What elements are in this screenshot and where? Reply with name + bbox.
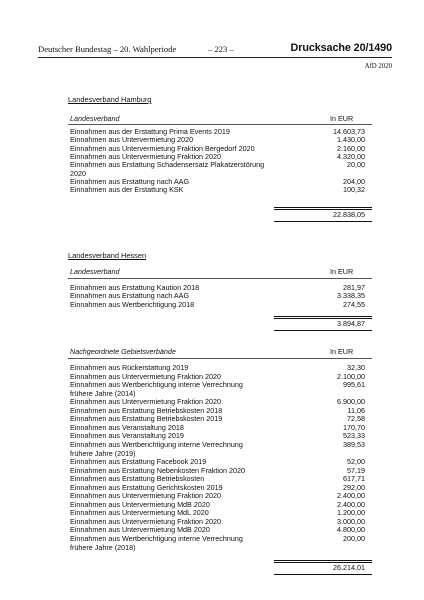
row-amount: 14.603,73 — [333, 127, 365, 136]
row-label: 2020 — [70, 168, 86, 178]
row-label: Einnahmen aus Wertberichtigung interne Verrechnung — [70, 534, 243, 543]
row-label: Einnahmen aus Untervermietung MdB 2020 — [70, 499, 210, 509]
row-label: frühere Jahre (2019) — [70, 448, 136, 458]
row-label: Einnahmen aus Untervermietung MdB 2020 — [70, 525, 210, 535]
row-amount: 3.338,35 — [337, 291, 365, 301]
row-label: Einnahmen aus Erstattung Betriebskosten — [70, 474, 205, 484]
row-label: Einnahmen aus Erstattung Betriebskosten 2018 — [70, 405, 223, 415]
total-hessen: 3.894,87 — [337, 319, 365, 328]
row-label: Einnahmen aus Untervermietung Fraktion 2020 — [70, 151, 222, 161]
row-label: Einnahmen aus Untervermietung Fraktion 2020 — [70, 397, 222, 407]
row-amount: 995,61 — [343, 380, 365, 390]
row-amount: 100,32 — [343, 185, 365, 195]
row-amount: 2.400,00 — [337, 499, 365, 509]
parliament-label: Deutscher Bundestag – 20. Wahlperiode — [38, 44, 177, 54]
row-label: Einnahmen aus Untervermietung MdL 2020 — [70, 508, 209, 518]
row-label: Einnahmen aus Wertberichtigung interne Verrechnung — [70, 439, 243, 449]
row-label: Einnahmen aus Erstattung Gerichtskosten 2019 — [70, 482, 223, 492]
row-label: frühere Jahre (2018) — [70, 542, 136, 552]
row-amount: 281,97 — [343, 283, 365, 292]
row-label: frühere Jahre (2014) — [70, 388, 136, 398]
sum-rule — [274, 316, 372, 317]
row-amount: 57,19 — [347, 465, 365, 475]
subheading-gebiet: Nachgeordnete Gebietsverbände — [70, 347, 176, 356]
row-label: Einnahmen aus Rückerstattung 2019 — [70, 363, 189, 372]
page-number: – 223 – — [208, 44, 234, 54]
sum-rule — [274, 560, 372, 561]
row-label: Einnahmen aus Untervermietung Fraktion 2020 — [70, 371, 222, 381]
divider — [68, 124, 372, 125]
row-amount: 170,70 — [343, 422, 365, 432]
total-gebiet: 26.214,01 — [333, 563, 365, 572]
currency-label-hamburg: In EUR — [330, 114, 354, 123]
subheading-hamburg: Landesverband — [70, 114, 120, 123]
row-label: Einnahmen aus Wertberichtigung 2018 — [70, 299, 195, 309]
row-label: Einnahmen aus Untervermietung Fraktion 2020 — [70, 491, 222, 501]
row-label: Einnahmen aus Erstattung nach AAG — [70, 176, 190, 186]
row-label: Einnahmen aus Veranstaltung 2019 — [70, 431, 184, 441]
row-amount: 200,00 — [343, 534, 365, 543]
row-amount: 72,58 — [347, 414, 365, 424]
row-amount: 617,71 — [343, 474, 365, 484]
row-label: Einnahmen aus der Erstattung Prima Events 2019 — [70, 127, 230, 136]
sum-rule — [274, 221, 372, 222]
row-amount: 1.200,00 — [337, 508, 365, 518]
row-label: Einnahmen aus Erstattung nach AAG — [70, 291, 190, 301]
row-label: Einnahmen aus Erstattung Nebenkosten Fraktion 2020 — [70, 465, 246, 475]
row-amount: 32,30 — [347, 363, 365, 372]
section-title-hessen: Landesverband Hessen — [68, 251, 147, 260]
row-amount: 52,00 — [347, 457, 365, 467]
page-header — [38, 43, 392, 57]
row-label: Einnahmen aus Erstattung Facebook 2019 — [70, 457, 207, 467]
row-amount: 204,00 — [343, 176, 365, 186]
row-label: Einnahmen aus Untervermietung Fraktion Bergedorf 2020 — [70, 143, 255, 153]
row-amount: 2.100,00 — [337, 371, 365, 381]
row-amount: 389,53 — [343, 439, 365, 449]
row-amount: 3.000,00 — [337, 516, 365, 526]
row-label: Einnahmen aus Untervermietung 2020 — [70, 135, 194, 145]
row-amount: 523,33 — [343, 431, 365, 441]
section-title-hamburg: Landesverband Hamburg — [68, 95, 152, 104]
document-number: Drucksache 20/1490 — [290, 42, 392, 54]
sum-rule — [274, 207, 372, 208]
row-amount: 20,00 — [347, 160, 365, 170]
row-label: Einnahmen aus Wertberichtigung interne Verrechnung — [70, 380, 243, 390]
row-amount: 11,06 — [347, 405, 365, 415]
row-label: Einnahmen aus Erstattung Schadensersatz Plakatzerstörung — [70, 160, 265, 170]
currency-label-gebiet: In EUR — [330, 347, 354, 356]
currency-label-hessen: In EUR — [330, 267, 354, 276]
row-amount: 274,55 — [343, 299, 365, 309]
row-amount: 2.160,00 — [337, 143, 365, 153]
sum-rule — [274, 574, 372, 575]
divider — [68, 358, 372, 359]
row-label: Einnahmen aus Untervermietung Fraktion 2020 — [70, 516, 222, 526]
row-amount: 292,00 — [343, 482, 365, 492]
header-rule — [38, 57, 392, 58]
sum-rule — [274, 330, 372, 331]
subheading-hessen: Landesverband — [70, 267, 120, 276]
row-amount: 4.320,00 — [337, 151, 365, 161]
row-amount: 6.900,00 — [337, 397, 365, 407]
row-label: Einnahmen aus der Erstattung KSK — [70, 185, 184, 195]
row-amount: 4.800,00 — [337, 525, 365, 535]
row-label: Einnahmen aus Erstattung Kaution 2018 — [70, 283, 200, 292]
party-label: AfD 2020 — [364, 63, 392, 70]
divider — [68, 278, 372, 279]
row-label: Einnahmen aus Veranstaltung 2018 — [70, 422, 184, 432]
row-amount: 2.400,00 — [337, 491, 365, 501]
row-label: Einnahmen aus Erstattung Betriebskosten 2019 — [70, 414, 223, 424]
row-amount: 1.430,00 — [337, 135, 365, 145]
total-hamburg: 22.838,05 — [333, 210, 365, 219]
